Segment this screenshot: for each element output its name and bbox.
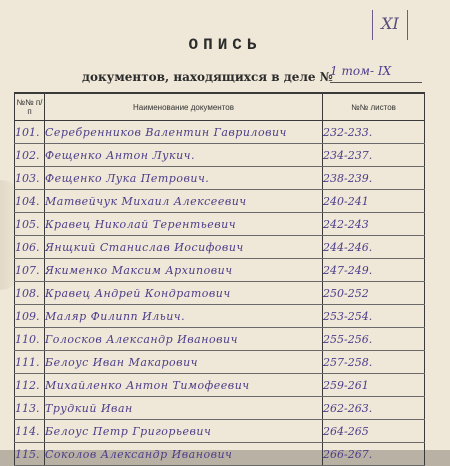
row-name: Кравец Николай Терентьевич [45, 213, 323, 236]
table-row [15, 236, 425, 259]
table-row [15, 213, 425, 236]
row-number: 101. [15, 121, 45, 144]
row-number: 105. [15, 213, 45, 236]
table-row [15, 374, 425, 397]
row-sheets: 250-252 [323, 282, 425, 305]
row-name: Фещенко Антон Лукич. [45, 144, 323, 167]
row-name: Фещенко Лука Петрович. [45, 167, 323, 190]
row-sheets: 242-243 [323, 213, 425, 236]
table-row [15, 121, 425, 144]
row-number: 103. [15, 167, 45, 190]
row-number: 102. [15, 144, 45, 167]
row-sheets: 232-233. [323, 121, 425, 144]
row-number: 113. [15, 397, 45, 420]
row-number: 114. [15, 420, 45, 443]
table-row [15, 282, 425, 305]
row-sheets: 253-254. [323, 305, 425, 328]
table-row [15, 190, 425, 213]
row-sheets: 262-263. [323, 397, 425, 420]
table-row [15, 167, 425, 190]
row-name: Якименко Максим Архипович [45, 259, 323, 282]
row-name: Маляр Филипп Ильич. [45, 305, 323, 328]
row-name: Кравец Андрей Кондратович [45, 282, 323, 305]
table-header-row [15, 93, 425, 121]
row-name: Соколов Александр Иванович [45, 443, 323, 466]
corner-roman-mark: XI [372, 10, 408, 40]
table-row [15, 144, 425, 167]
row-sheets: 259-261 [323, 374, 425, 397]
row-number: 109. [15, 305, 45, 328]
row-number: 115. [15, 443, 45, 466]
row-name: Белоус Иван Макарович [45, 351, 323, 374]
row-name: Михайленко Антон Тимофеевич [45, 374, 323, 397]
table-row [15, 259, 425, 282]
row-sheets: 264-265 [323, 420, 425, 443]
row-sheets: 255-256. [323, 328, 425, 351]
row-sheets: 244-246. [323, 236, 425, 259]
row-sheets: 266-267. [323, 443, 425, 466]
subtitle: документов, находящихся в деле № [82, 70, 333, 84]
row-sheets: 238-239. [323, 167, 425, 190]
column-header-sheets: №№ листов [323, 93, 425, 121]
table-row [15, 351, 425, 374]
row-number: 111. [15, 351, 45, 374]
row-number: 110. [15, 328, 45, 351]
case-number-handwritten: 1 том- IX [330, 62, 422, 83]
row-name: Голосков Александр Иванович [45, 328, 323, 351]
row-name: Янщкий Станислав Иосифович [45, 236, 323, 259]
row-name: Белоус Петр Григорьевич [45, 420, 323, 443]
row-number: 104. [15, 190, 45, 213]
row-number: 106. [15, 236, 45, 259]
table-row [15, 328, 425, 351]
table-row [15, 420, 425, 443]
row-sheets: 247-249. [323, 259, 425, 282]
row-sheets: 234-237. [323, 144, 425, 167]
row-number: 112. [15, 374, 45, 397]
row-sheets: 257-258. [323, 351, 425, 374]
column-header-name: Наименование документов [45, 93, 323, 121]
row-sheets: 240-241 [323, 190, 425, 213]
table-row [15, 443, 425, 466]
row-number: 107. [15, 259, 45, 282]
row-name: Матвейчук Михаил Алексеевич [45, 190, 323, 213]
row-name: Трудкий Иван [45, 397, 323, 420]
row-name: Серебренников Валентин Гаврилович [45, 121, 323, 144]
table-row [15, 305, 425, 328]
inventory-table [14, 92, 425, 466]
table-row [15, 397, 425, 420]
column-header-number: №№ п/п [15, 93, 45, 121]
page-title: ОПИСЬ [188, 36, 262, 54]
row-number: 108. [15, 282, 45, 305]
